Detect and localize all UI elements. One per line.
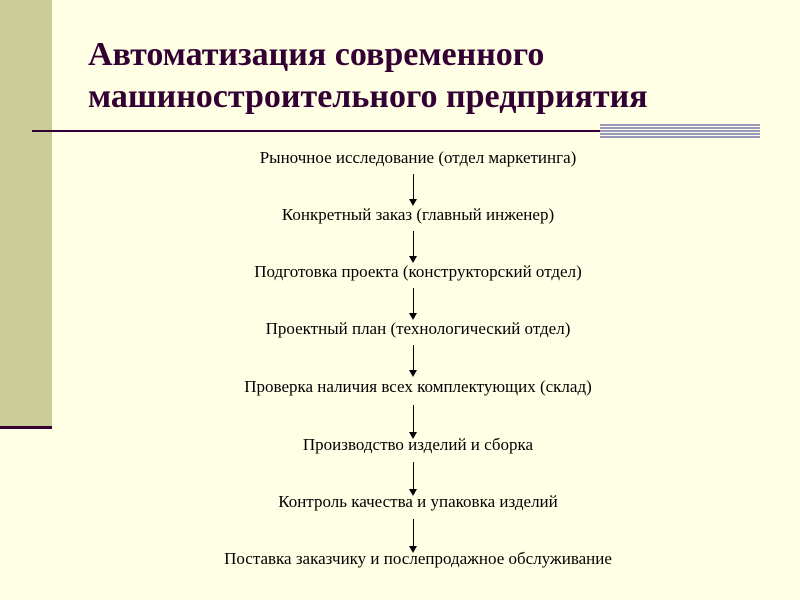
flow-arrow-6 [409, 462, 419, 496]
slide-title-line-2: машиностроительного предприятия [88, 78, 648, 115]
flow-arrow-4 [409, 345, 419, 377]
flow-arrow-1 [409, 174, 419, 206]
flow-step-specific-order: Конкретный заказ (главный инженер) [281, 205, 555, 224]
flow-arrow-3 [409, 288, 419, 320]
flow-step-quality-control: Контроль качества и упаковка изделий [278, 492, 558, 511]
flow-arrow-7 [409, 519, 419, 553]
slide-title-line-1: Автоматизация современного [88, 36, 545, 73]
flow-step-components-check: Проверка наличия всех комплектующих (склад) [244, 377, 592, 396]
flow-step-delivery-service: Поставка заказчику и послепродажное обслуживание [224, 549, 612, 568]
flow-arrow-5 [409, 405, 419, 439]
flow-arrow-2 [409, 231, 419, 263]
flow-step-project-preparation: Подготовка проекта (конструкторский отдел) [254, 262, 582, 281]
flow-step-project-plan: Проектный план (технологический отдел) [265, 319, 571, 338]
flow-step-production-assembly: Производство изделий и сборка [302, 435, 534, 454]
flow-step-market-research: Рыночное исследование (отдел маркетинга) [259, 148, 577, 167]
